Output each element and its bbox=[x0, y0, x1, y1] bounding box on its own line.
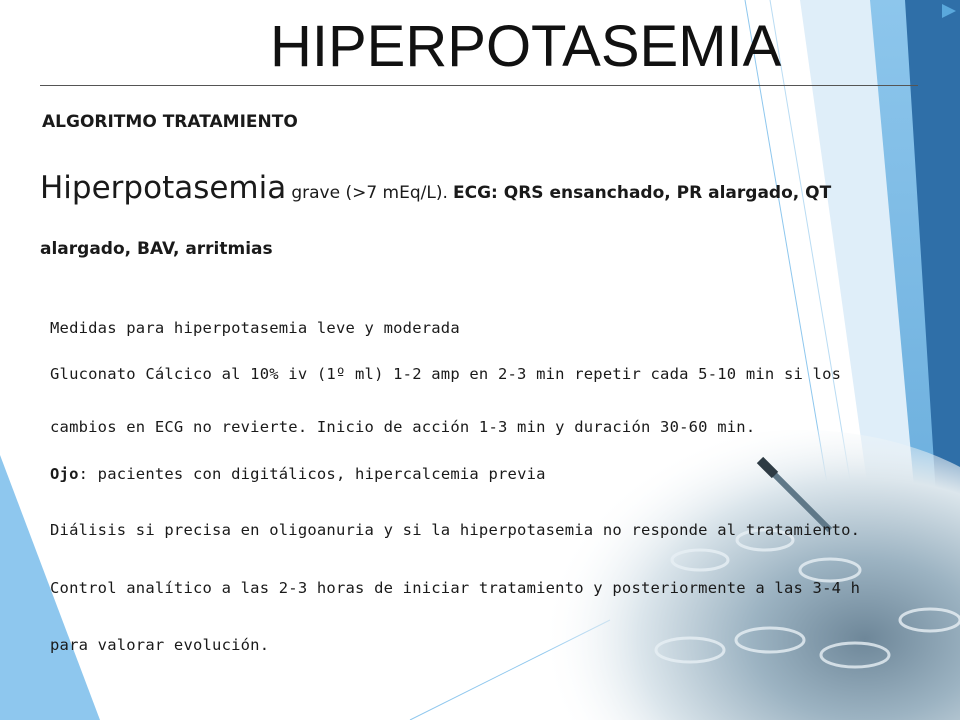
title-divider bbox=[40, 85, 918, 86]
item-control-line1: Control analítico a las 2-3 horas de iniciar tratamiento y posteriormente a las 3-4 h bbox=[50, 579, 861, 597]
item-medidas: Medidas para hiperpotasemia leve y moderada bbox=[50, 319, 460, 337]
lead-ecg: ECG: QRS ensanchado, PR alargado, QT bbox=[452, 183, 832, 203]
slide-subtitle: ALGORITMO TRATAMIENTO bbox=[42, 112, 298, 132]
item-ojo bbox=[50, 465, 546, 483]
lead-term: Hiperpotasemia bbox=[40, 170, 287, 206]
lead-severity: grave (>7 mEq/L). bbox=[291, 183, 448, 203]
item-dialisis: Diálisis si precisa en oligoanuria y si la hiperpotasemia no responde al tratamiento. bbox=[50, 521, 861, 539]
item-gluconato-line1: Gluconato Cálcico al 10% iv (1º ml) 1-2 amp en 2-3 min repetir cada 5-10 min si los bbox=[50, 365, 842, 383]
ojo-text: : pacientes con digitálicos, hipercalcemia previa bbox=[78, 465, 546, 483]
ojo-label: Ojo bbox=[50, 465, 79, 483]
lead-ecg-cont: alargado, BAV, arritmias bbox=[40, 239, 273, 259]
item-gluconato-line2: cambios en ECG no revierte. Inicio de acción 1-3 min y duración 30-60 min. bbox=[50, 418, 756, 436]
lead-paragraph bbox=[40, 160, 920, 277]
item-control-line2: para valorar evolución. bbox=[50, 636, 270, 654]
test-tubes-image bbox=[530, 430, 960, 720]
slide-title: HIPERPOTASEMIA bbox=[270, 14, 782, 79]
